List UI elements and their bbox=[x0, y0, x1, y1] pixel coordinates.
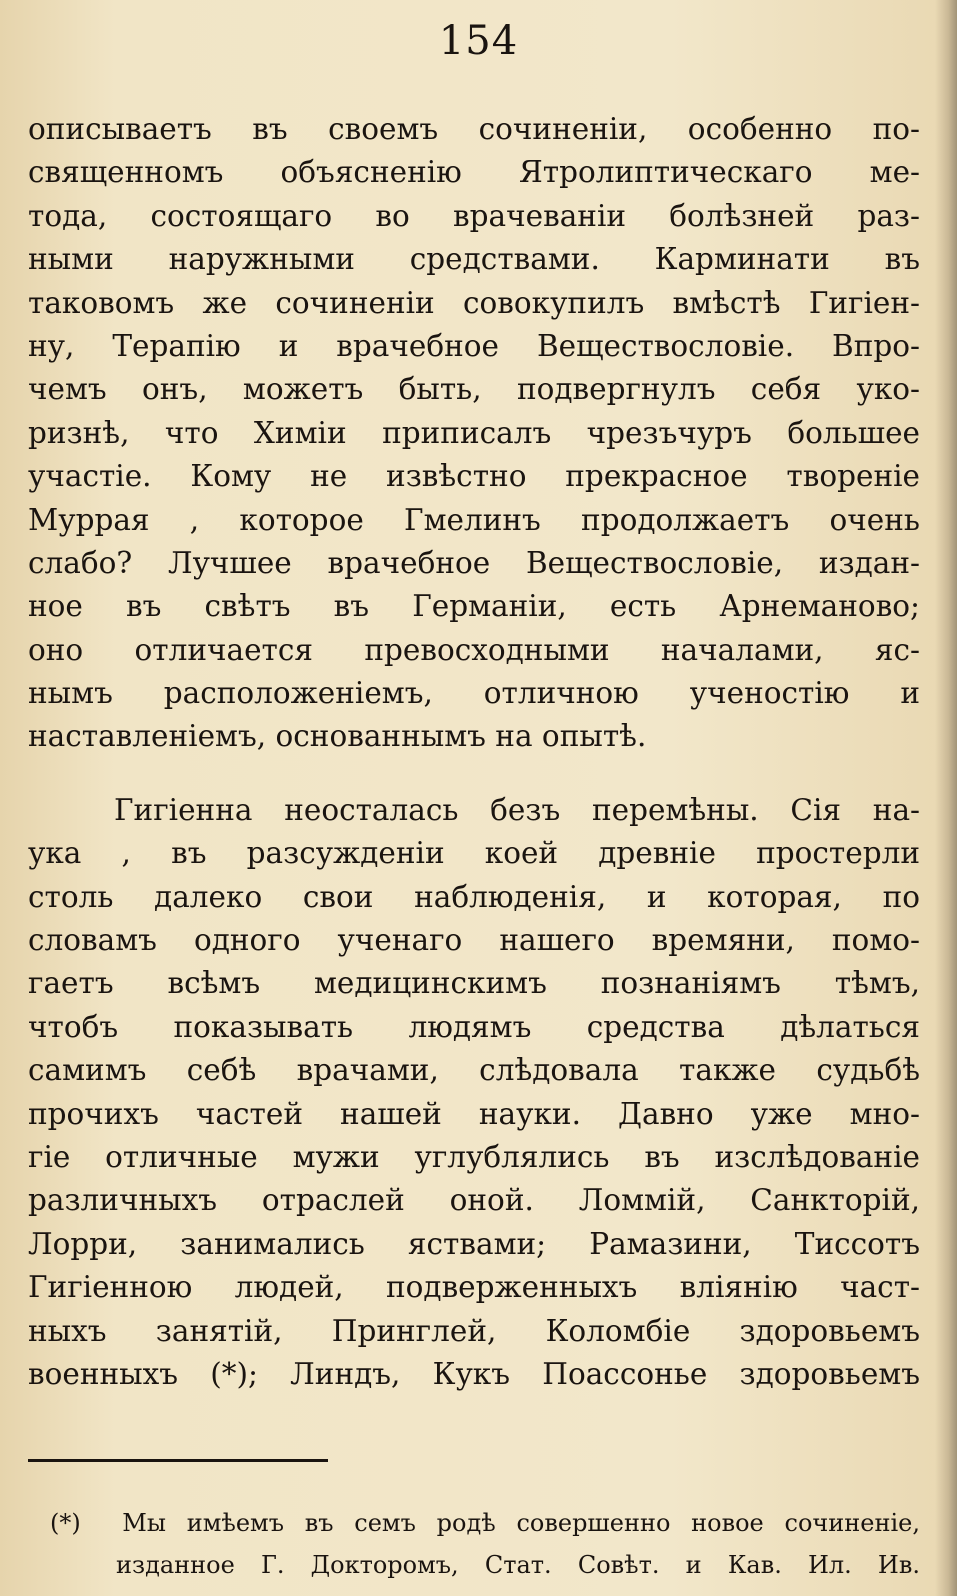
text-line: прочихъ частей нашей науки. Давно уже мно- bbox=[28, 1096, 920, 1131]
text-line: гіе отличные мужи углублялись въ изслѣдованіе bbox=[28, 1139, 920, 1174]
text-line: Гигіенною людей, подверженныхъ вліянію част- bbox=[28, 1270, 920, 1305]
text-line: ну, Терапію и врачебное Веществословіе. Впро- bbox=[28, 328, 920, 363]
text-line: ное въ свѣтъ въ Германіи, есть Арнеманово; bbox=[28, 589, 920, 624]
paragraph-gap bbox=[28, 759, 920, 789]
text-line: оно отличается превосходными началами, яс- bbox=[28, 632, 920, 667]
text-line: священномъ объясненію Ятролиптическаго ме- bbox=[28, 155, 920, 190]
text-line: наставленіемъ, основаннымъ на опытѣ. bbox=[28, 719, 647, 754]
text-line: различныхъ отраслей оной. Ломмій, Санкторій, bbox=[28, 1183, 920, 1218]
text-line: самимъ себѣ врачами, слѣдовала также судьбѣ bbox=[28, 1053, 920, 1088]
text-line: слабо? Лучшее врачебное Веществословіе, издан- bbox=[28, 545, 920, 580]
footnote-line bbox=[50, 1502, 920, 1544]
paragraph-2 bbox=[28, 789, 920, 1396]
text-line: словамъ одного ученаго нашего времяни, помо- bbox=[28, 923, 920, 958]
text-line: ука , въ разсужденіи коей древніе простерли bbox=[28, 836, 920, 871]
text-line: столь далеко свои наблюденія, и которая, по bbox=[28, 879, 920, 914]
text-line: участіе. Кому не извѣстно прекрасное твореніе bbox=[28, 459, 920, 494]
page-number: 154 bbox=[438, 18, 519, 64]
footnote-text: Мы имѣемъ въ семъ родѣ совершенно новое сочиненіе, bbox=[122, 1509, 920, 1537]
text-line: тода, состоящаго во врачеваніи болѣзней раз- bbox=[28, 198, 920, 233]
text-line: чтобъ показывать людямъ средства дѣлаться bbox=[28, 1009, 920, 1044]
text-line: Лорри, занимались яствами; Рамазини, Тиссотъ bbox=[28, 1226, 920, 1261]
text-line: Муррая , которое Гмелинъ продолжаетъ очень bbox=[28, 502, 920, 537]
main-text bbox=[28, 108, 920, 1396]
text-line: военныхъ (*); Линдъ, Кукъ Поассонье здоровьемъ bbox=[28, 1356, 920, 1391]
paragraph-1 bbox=[28, 108, 920, 759]
text-line: ныхъ занятій, Принглей, Коломбіе здоровьемъ bbox=[28, 1313, 920, 1348]
text-line: ными наружными средствами. Карминати въ bbox=[28, 242, 920, 277]
footnote bbox=[50, 1502, 920, 1586]
text-line: ризнѣ, что Химіи приписалъ чрезъчуръ большее bbox=[28, 415, 920, 450]
text-line: чемъ онъ, можетъ быть, подвергнулъ себя уко- bbox=[28, 372, 920, 407]
text-line: таковомъ же сочиненіи совокупилъ вмѣстѣ Гигіен- bbox=[28, 285, 920, 320]
footnote-line: изданное Г. Докторомъ, Стат. Совѣт. и Кав. Ил. Ив. bbox=[116, 1551, 920, 1579]
footnote-marker: (*) bbox=[50, 1509, 81, 1537]
footnote-divider bbox=[28, 1459, 328, 1462]
text-line: описываетъ въ своемъ сочиненіи, особенно по- bbox=[28, 112, 920, 146]
text-line: нымъ расположеніемъ, отличною ученостію и bbox=[28, 676, 920, 711]
text-line: Гигіенна неосталась безъ перемѣны. Сія на- bbox=[114, 792, 920, 827]
text-line: гаетъ всѣмъ медицинскимъ познаніямъ тѣмъ, bbox=[28, 966, 920, 1001]
page-edge-shadow bbox=[935, 0, 957, 1596]
